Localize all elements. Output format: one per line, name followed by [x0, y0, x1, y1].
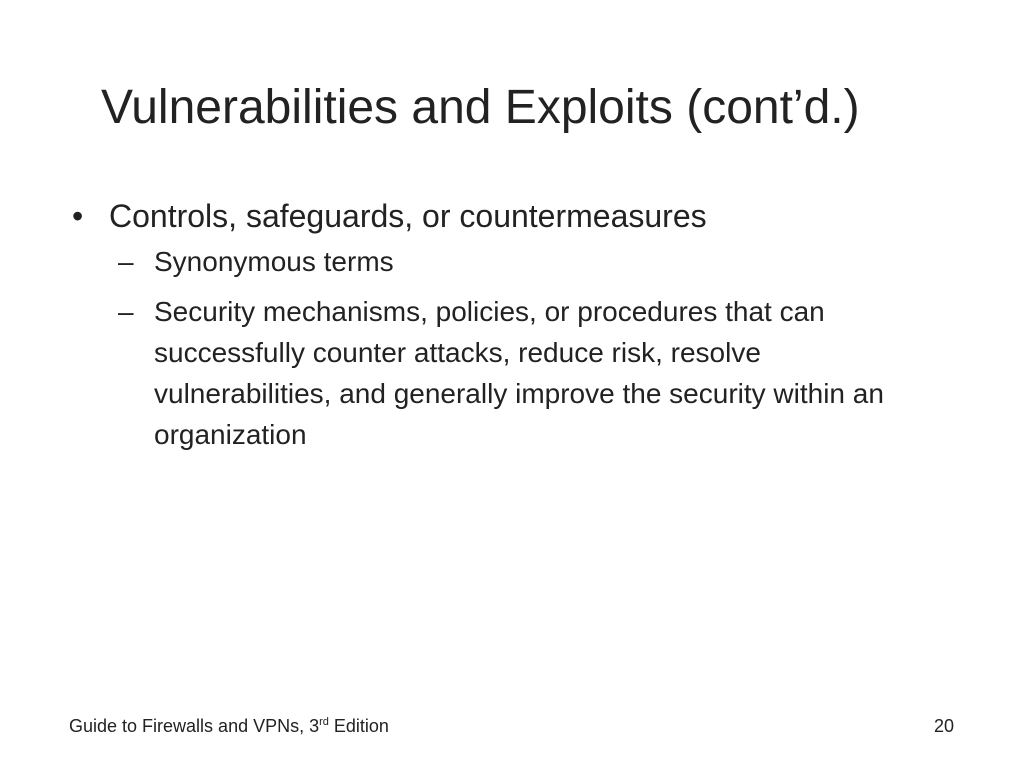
footer-book-title: [69, 715, 389, 737]
sub-bullet-item: [118, 291, 934, 455]
bullet-text: Controls, safeguards, or countermeasures: [109, 198, 707, 234]
sub-bullet-item: [118, 241, 934, 282]
slide-title: Vulnerabilities and Exploits (cont’d.): [101, 81, 860, 134]
sub-bullet-text: Security mechanisms, policies, or procedures that can successfully counter attacks, reduce risk, resolve vulnerabilities, and generally improve the security within an organization: [154, 296, 884, 450]
footer-book-superscript: rd: [319, 716, 329, 728]
bullet-marker: •: [72, 198, 84, 234]
sub-bullet-marker: –: [118, 246, 134, 277]
sub-bullet-list: [109, 241, 1024, 455]
bullet-item: [0, 192, 1024, 455]
bullet-list: [0, 192, 1024, 455]
sub-bullet-text: Synonymous terms: [154, 246, 394, 277]
footer-book-prefix: Guide to Firewalls and VPNs, 3: [69, 716, 320, 736]
sub-bullet-marker: –: [118, 296, 134, 327]
page-number: 20: [933, 716, 954, 736]
footer-book-suffix: Edition: [328, 716, 389, 736]
